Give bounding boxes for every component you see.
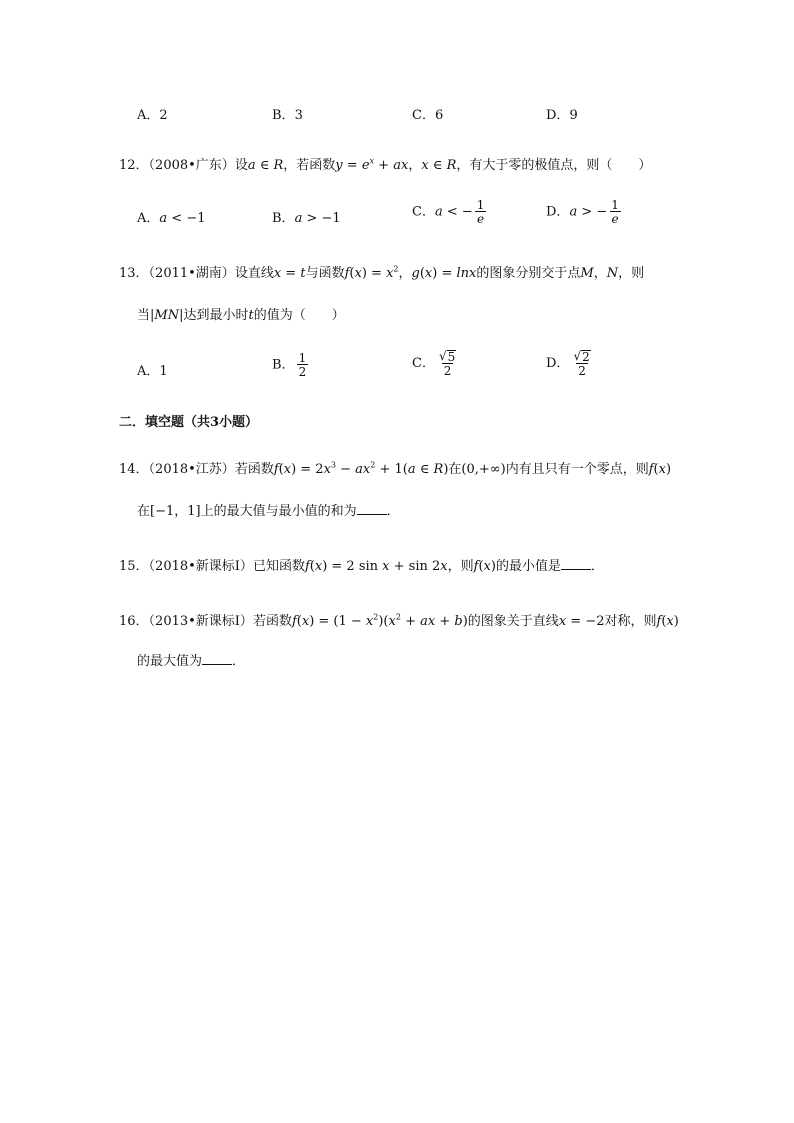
q12-option-d: D．a > − $\frac{1}{e}$: [546, 198, 619, 226]
q15-stem: 15．（2018•新课标Ⅰ）已知函数f(x) = 2 sin x + sin 2x，则f(x)的最小值是 ．: [119, 559, 604, 574]
q11-option-a: A．2: [137, 108, 168, 123]
q12-stem: 12．（2008•广东）设a ∈ R，若函数$y = e^x$ + ax，x ∈ R，有大于零的极值点，则（ ）: [119, 156, 652, 173]
q13-option-b: B． $\frac{1}{2}$: [272, 351, 307, 379]
q12-option-b: B．a > −1: [272, 211, 341, 226]
q13-stem-line2: 当|MN|达到最小时t的值为（ ）: [137, 308, 345, 323]
q13-option-a: A．1: [137, 364, 168, 379]
q11-option-c: C．6: [412, 108, 444, 123]
answer-blank[interactable]: [357, 502, 387, 515]
q16-stem-line2: 的最大值为 ．: [137, 654, 246, 669]
q13-option-d: D． √ 2 2: [546, 349, 590, 378]
section-title: 二．填空题（共3小题）: [119, 415, 259, 430]
q12-option-a: A．a < −1: [137, 211, 206, 226]
q16-stem: 16．（2013•新课标Ⅰ）若函数$f(x) = (1 - x^2)(x^2$ + ax + b)的图象关于直线x = −2对称，则f(x): [119, 612, 679, 629]
q13-stem: 13．（2011•湖南）设直线x = t与函数$f(x) = x^2$，g(x) = lnx的图象分别交于点M，N，则: [119, 264, 645, 281]
q14-stem: 14．（2018•江苏）若函数$f(x) = 2x^3 - ax^2 + 1(a$ ∈ R)在(0,+∞)内有且只有一个零点，则f(x): [119, 460, 672, 477]
answer-blank[interactable]: [202, 652, 232, 665]
q11-option-b: B．3: [272, 108, 303, 123]
q12-option-c: C．a < − $\frac{1}{e}$: [412, 198, 485, 226]
q14-stem-line2: 在[−1，1]上的最大值与最小值的和为 ．: [137, 504, 400, 519]
q11-option-d: D．9: [546, 108, 578, 123]
answer-blank[interactable]: [561, 557, 591, 570]
q13-option-c: C． √ 5 2: [412, 349, 456, 378]
